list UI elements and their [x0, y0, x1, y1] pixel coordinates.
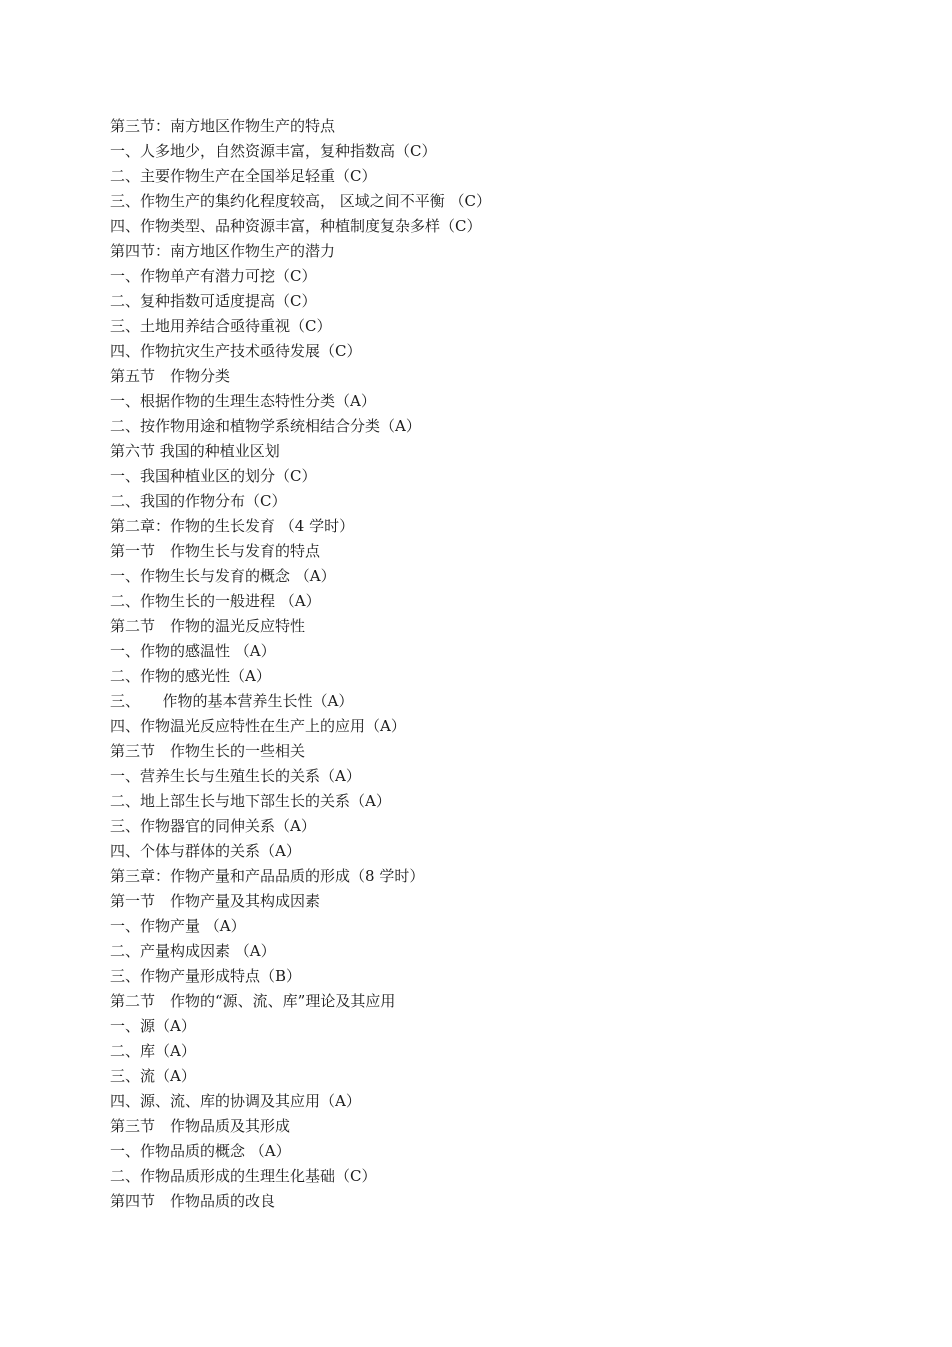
outline-line: 第一节 作物产量及其构成因素	[110, 892, 321, 910]
outline-line: 二、作物生长的一般进程 （A）	[110, 592, 321, 610]
outline-line: 第二节 作物的温光反应特性	[110, 617, 306, 635]
outline-line: 第四节：南方地区作物生产的潜力	[110, 242, 336, 260]
outline-line: 四、源、流、库的协调及其应用（A）	[110, 1092, 361, 1110]
outline-line: 三、流（A）	[110, 1067, 196, 1085]
outline-line: 三、 作物的基本营养生长性（A）	[110, 692, 354, 710]
outline-line: 第五节 作物分类	[110, 367, 231, 385]
outline-line: 二、复种指数可适度提高（C）	[110, 292, 317, 310]
outline-line: 二、产量构成因素 （A）	[110, 942, 276, 960]
outline-line: 一、根据作物的生理生态特性分类（A）	[110, 392, 376, 410]
outline-line: 第一节 作物生长与发育的特点	[110, 542, 321, 560]
outline-line: 一、源（A）	[110, 1017, 196, 1035]
outline-text-block	[110, 114, 890, 1214]
outline-line: 二、作物的感光性（A）	[110, 667, 271, 685]
outline-line: 第三节 作物品质及其形成	[110, 1117, 291, 1135]
outline-line: 第二节 作物的“源、流、库”理论及其应用	[110, 992, 396, 1010]
outline-line: 一、人多地少，自然资源丰富，复种指数高（C）	[110, 142, 437, 160]
outline-line: 一、作物生长与发育的概念 （A）	[110, 567, 336, 585]
outline-line: 三、作物产量形成特点（B）	[110, 967, 302, 985]
outline-line: 三、作物生产的集约化程度较高， 区域之间不平衡 （C）	[110, 192, 492, 210]
outline-line: 第三节 作物生长的一些相关	[110, 742, 306, 760]
outline-line: 一、作物单产有潜力可挖（C）	[110, 267, 317, 285]
outline-line: 一、我国种植业区的划分（C）	[110, 467, 317, 485]
outline-line: 三、作物器官的同伸关系（A）	[110, 817, 316, 835]
outline-line: 第四节 作物品质的改良	[110, 1192, 276, 1210]
outline-line: 第六节 我国的种植业区划	[110, 442, 280, 460]
outline-line: 二、按作物用途和植物学系统相结合分类（A）	[110, 417, 421, 435]
outline-line: 二、我国的作物分布（C）	[110, 492, 287, 510]
outline-line: 二、主要作物生产在全国举足轻重（C）	[110, 167, 377, 185]
outline-line: 四、作物类型、品种资源丰富，种植制度复杂多样（C）	[110, 217, 482, 235]
outline-line: 四、作物温光反应特性在生产上的应用（A）	[110, 717, 406, 735]
outline-line: 三、土地用养结合亟待重视（C）	[110, 317, 332, 335]
outline-line: 二、库（A）	[110, 1042, 196, 1060]
outline-line: 第二章：作物的生长发育 （4 学时）	[110, 517, 355, 535]
outline-line: 二、地上部生长与地下部生长的关系（A）	[110, 792, 391, 810]
outline-line: 一、作物的感温性 （A）	[110, 642, 276, 660]
outline-line: 四、作物抗灾生产技术亟待发展（C）	[110, 342, 362, 360]
outline-line: 二、作物品质形成的生理生化基础（C）	[110, 1167, 377, 1185]
outline-line: 一、营养生长与生殖生长的关系（A）	[110, 767, 361, 785]
outline-line: 一、作物产量 （A）	[110, 917, 246, 935]
outline-line: 第三节：南方地区作物生产的特点	[110, 117, 336, 135]
outline-line: 一、作物品质的概念 （A）	[110, 1142, 291, 1160]
outline-line: 第三章：作物产量和产品品质的形成（8 学时）	[110, 867, 425, 885]
outline-line: 四、个体与群体的关系（A）	[110, 842, 301, 860]
